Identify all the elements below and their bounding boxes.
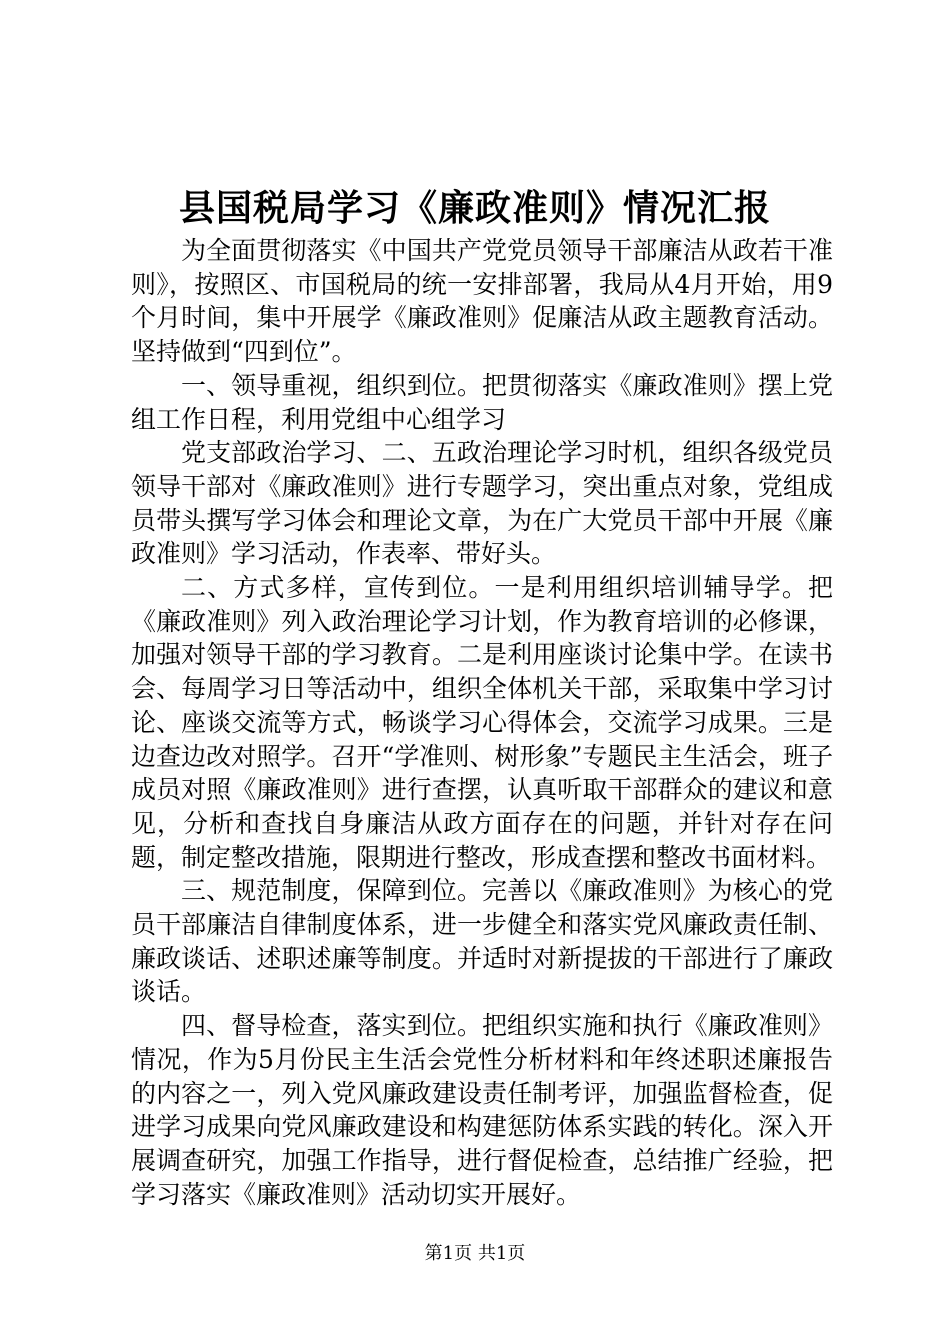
document-title: 县国税局学习《廉政准则》情况汇报 — [178, 187, 771, 229]
paragraph-section-2: 二、方式多样，宣传到位。一是利用组织培训辅导学。把《廉政准则》列入政治理论学习计划，作为教育培训的必修课，加强对领导干部的学习教育。二是利用座谈讨论集中学。在读书会、每周学习日等活动中，组织全体机关干部，采取集中学习讨论、座谈交流等方式，畅谈学习心得体会，交流学习成果。三是边查边改对照学。召开“学准则、树形象”专题民主生活会，班子成员对照《廉政准则》进行查摆，认真听取干部群众的建议和意见，分析和查找自身廉洁从政方面存在的问题，并针对存在问题，制定整改措施，限期进行整改，形成查摆和整改书面材料。 — [131, 573, 833, 872]
paragraph-section-3: 三、规范制度，保障到位。完善以《廉政准则》为核心的党员干部廉洁自律制度体系，进一步健全和落实党风廉政责任制、廉政谈话、述职述廉等制度。并适时对新提拔的干部进行了廉政谈话。 — [131, 876, 833, 1007]
paragraph-section-4: 四、督导检查，落实到位。把组织实施和执行《廉政准则》情况，作为5月份民主生活会党性分析材料和年终述职述廉报告的内容之一，列入党风廉政建设责任制考评，加强监督检查，促进学习成果向党风廉政建设和构建惩防体系实践的转化。深入开展调查研究，加强工作指导，进行督促检查，总结推广经验，把学习落实《廉政准则》活动切实开展好。 — [131, 1011, 833, 1209]
document-body — [131, 234, 833, 1211]
paragraph-intro: 为全面贯彻落实《中国共产党党员领导干部廉洁从政若干准则》，按照区、市国税局的统一安排部署，我局从4月开始，用9个月时间，集中开展学《廉政准则》促廉洁从政主题教育活动。坚持做到“四到位”。 — [131, 236, 833, 367]
page-number-footer: 第1页 共1页 — [424, 1243, 526, 1264]
paragraph-section-1: 一、领导重视，组织到位。把贯彻落实《廉政准则》摆上党组工作日程，利用党组中心组学习 — [131, 370, 833, 434]
paragraph-section-1-continued: 党支部政治学习、二、五政治理论学习时机，组织各级党员领导干部对《廉政准则》进行专题学习，突出重点对象，党组成员带头撰写学习体会和理论文章，为在广大党员干部中开展《廉政准则》学习活动，作表率、带好头。 — [131, 438, 833, 569]
